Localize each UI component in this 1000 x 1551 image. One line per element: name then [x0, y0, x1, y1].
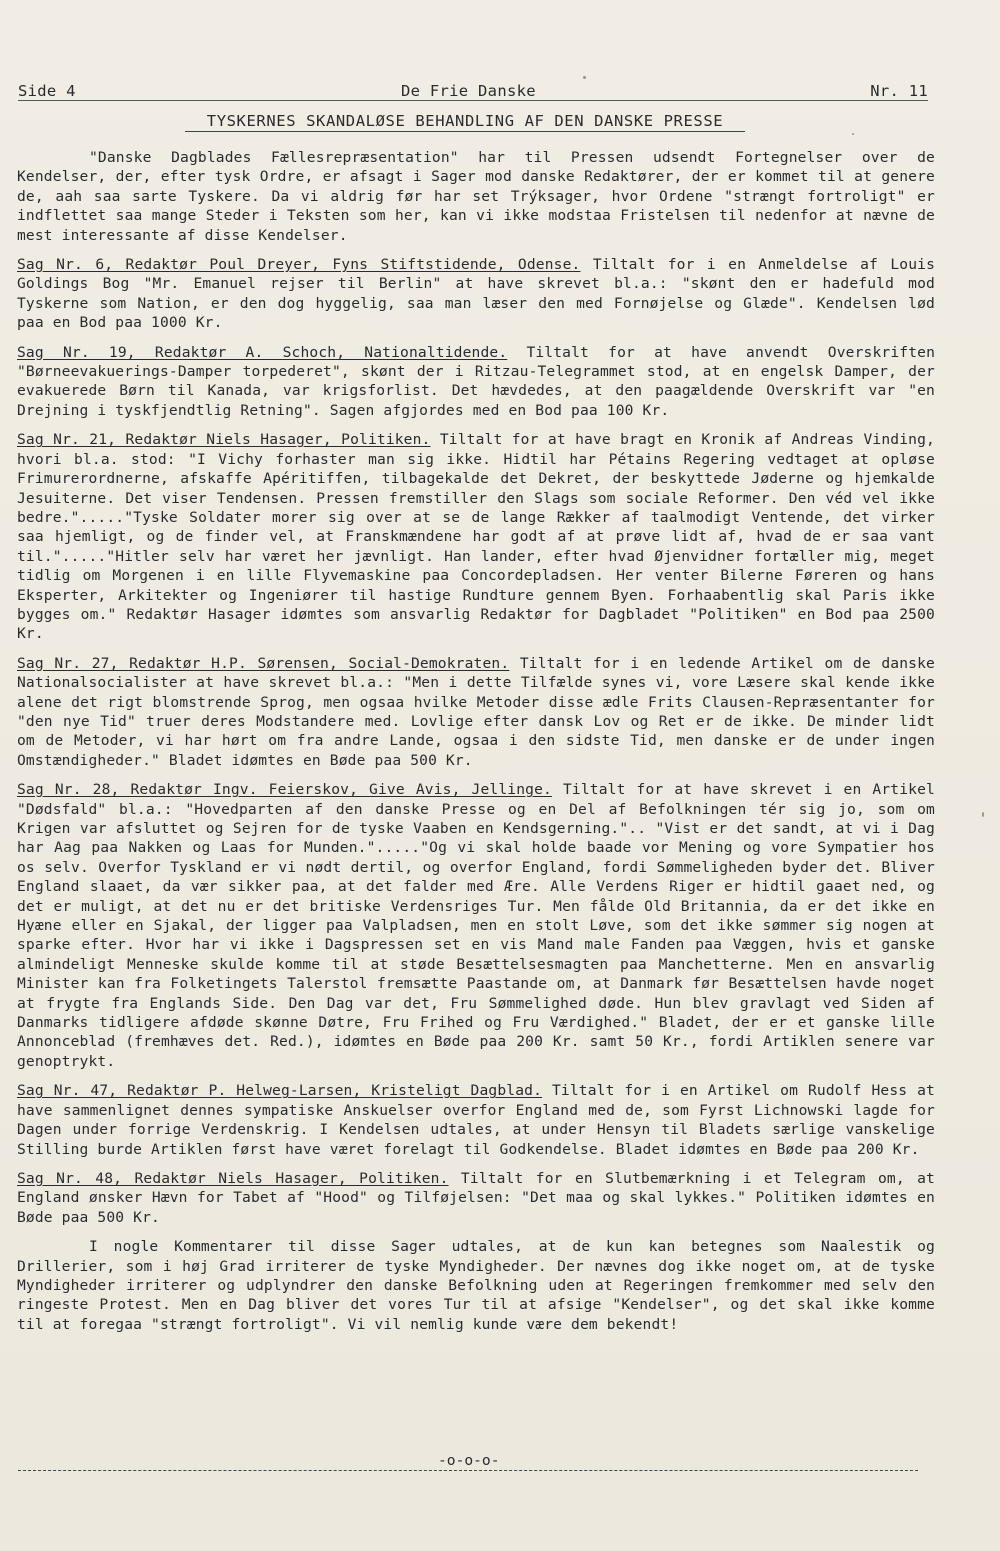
issue-number: Nr. 11 — [870, 82, 928, 100]
case-text: Tiltalt for at have skrevet i en Artikel "Dødsfald" bl.a.: "Hovedparten af den danske Presse og en Del af Befolkningen tér sig jo, som om Krigen var afsluttet og Sejren for de tyske Vaaben en Kendsgerning.".. "Vist er det sandt, at vi i Dag har Aag paa Nakken og Laas for Munden."....."Og vi skal holde baade vor Mening og vore Sympatier hos os selv. Overfor Tyskland er vi nødt dertil, og overfor England, fordi Sømmeligheden byder det. Bliver England slaaet, da vær sikker paa, at det falder med Ære. Alle Verdens Riger er hidtil gaaet ned, og det er muligt, at det nu er det britiske Verdensriges Tur. Men fålde Old Britannia, da er det ikke en Hyæne eller en Sjakal, der ligger paa Valpladsen, men en stolt Løve, som det ikke sømmer sig nogen at sparke efter. Hvor har vi ikke i Dagspressen set en vis Mand male Fanden paa Væggen, hvis et ganske almindeligt Menneske skulde komme til at støde Besættelsesmagten paa Manchetterne. Men en ansvarlig Minister kan fra Folketingets Talerstol fremsætte Paastande om, at Danmark før Besættelsen havde noget at frygte fra Englands Side. Den Dag var det, Fru Sømmelighed døde. Hun blev gravlagt ved Siden af Danmarks tidligere afdøde skønne Døtre, Fru Frihed og Fru Værdighed." Bladet, der er et ganske lille Annonceblad (fremhæves det. Red.), idømtes en Bøde paa 200 Kr. samt 50 Kr., fordi Artiklen senere var genoptrykt. — [17, 781, 935, 1070]
closing-paragraph: I nogle Kommentarer til disse Sager udtales, at de kun kan betegnes som Naalestik og Drillerier, som i høj Grad irriterer de tyske Myndigheder. Der nævnes dog ikke noget om, at de tyske Myndigheder irriterer og udplyndrer den danske Befolkning uden at Regeringen fremkommer med selv den ringeste Protest. Men en Dag bliver det vores Tur til at afsige "Kendelser", og det skal ikke komme til at foregaa "strængt fortroligt". Vi vil nemlig kunde være dem bekendt! — [17, 1238, 935, 1333]
paper-speck — [583, 76, 586, 79]
case-heading: Sag Nr. 47, Redaktør P. Helweg-Larsen, Kristeligt Dagblad. — [17, 1082, 543, 1100]
case-text: Tiltalt for at have anvendt Overskriften "Børneevakuerings-Damper torpederet", skønt der i Ritzau-Telegrammet stod, at en engelsk Damper, der evakuerede Børn til Kanada, var krigsforlist. Det hævdedes, at den paagældende Overskrift var "en Drejning i tyskfjendtlig Retning". Sagen afgjordes med en Bod paa 100 Kr. — [17, 343, 936, 419]
case-heading: Sag Nr. 19, Redaktør A. Schoch, Nationaltidende. — [17, 343, 508, 361]
case-text: Tiltalt for i en Anmeldelse af Louis Goldings Bog "Mr. Emanuel rejser til Berlin" at have skrevet bl.a.: "skønt den er hadefuld mod Tyskerne som Nation, er den dog hyggelig, saa man læser den med Fornøjelse og Glæde". Kendelsen lød paa en Bod paa 1000 Kr. — [17, 256, 936, 332]
case-heading: Sag Nr. 48, Redaktør Niels Hasager, Politiken. — [17, 1169, 449, 1187]
paper-speck — [852, 133, 854, 135]
case-heading: Sag Nr. 28, Redaktør Ingv. Feierskov, Give Avis, Jellinge. — [17, 781, 552, 799]
page-number: Side 4 — [18, 82, 76, 100]
header-rule — [18, 100, 928, 101]
article-body — [17, 148, 935, 1344]
case-paragraph — [17, 1081, 935, 1159]
case-paragraph — [17, 1169, 935, 1227]
case-text: Tiltalt for i en Artikel om Rudolf Hess at have sammenlignet dennes sympatiske Anskuelser overfor England med de, som Fyrst Lichnowski lagde for Dagen under forrige Verdenskrig. I Kendelsen udtales, at under Hensyn til Bladets særlige vanskelige Stilling burde Artiklen først have været forelagt til Godkendelse. Bladet idømtes en Bøde paa 200 Kr. — [17, 1082, 935, 1158]
case-heading: Sag Nr. 27, Redaktør H.P. Sørensen, Social-Demokraten. — [17, 654, 510, 672]
case-heading: Sag Nr. 6, Redaktør Poul Dreyer, Fyns Stiftstidende, Odense. — [17, 256, 581, 274]
case-text: Tiltalt for at have bragt en Kronik af Andreas Vinding, hvori bl.a. stod: "I Vichy forhaster man sig ikke. Hidtil har Pétains Regering vedtaget at opløse Frimurerordnerne, afskaffe Apéritiffen, tilbagekalde det Dekret, der beskyttede Jøderne og hjemkalde Jesuiterne. Det viser Tendensen. Pressen fremstiller den Slags som sociale Reformer. Den véd vel ikke bedre."....."Tyske Soldater morer sig over at se de lange Rækker af taalmodigt Ventende, det virker saa hjemligt, og de finder vel, at Franskmændene har godt af at prøve lidt af, hvad de er saa vant til."....."Hitler selv har været her jævnligt. Han lander, efter hvad Øjenvidner fortæller mig, meget tidlig om Morgenen i en lille Flyvemaskine paa Concordepladsen. Her venter Bilerne Føreren og hans Eksperter, Arkitekter og Ingeniører til hastige Rundture gennem Byen. Forhaabentlig skal Paris ikke bygges om." Redaktør Hasager idømtes som ansvarlig Redaktør for Dagbladet "Politiken" en Bod paa 2500 Kr. — [17, 431, 935, 643]
article-title: TYSKERNES SKANDALØSE BEHANDLING AF DEN DANSKE PRESSE — [185, 112, 745, 132]
case-text: Tiltalt for en Slutbemærkning i et Telegram om, at England ønsker Hævn for Tabet af "Hood" og Tilføjelsen: "Det maa og skal lykkes." Politiken idømtes en Bøde paa 500 Kr. — [17, 1169, 935, 1226]
footer-rule — [18, 1470, 918, 1471]
intro-paragraph: "Danske Dagblades Fællesrepræsentation" har til Pressen udsendt Fortegnelser over de Kendelser, der, efter tysk Ordre, er afsagt i Sager mod danske Redaktører, der er kommet til at genere de, aah saa sarte Tyskere. Da vi aldrig før har set Trýksager, hvor Ordene "strængt fortroligt" er indflettet saa mange Steder i Teksten som her, kan vi ikke modstaa Fristelsen til nedenfor at nævne de mest interessante af disse Kendelser. — [17, 149, 935, 244]
case-paragraph — [17, 255, 935, 333]
end-mark: -o-o-o- — [438, 1452, 500, 1469]
publication-name: De Frie Danske — [401, 82, 536, 100]
case-heading: Sag Nr. 21, Redaktør Niels Hasager, Politiken. — [17, 431, 431, 449]
paper-speck — [982, 812, 984, 817]
case-paragraph — [17, 654, 935, 770]
case-paragraph — [17, 780, 935, 1071]
case-paragraph — [17, 430, 935, 643]
case-paragraph — [17, 343, 935, 421]
case-text: Tiltalt for i en ledende Artikel om de danske Nationalsocialister at have skrevet bl.a.: "Men i dette Tilfælde synes vi, vore Læsere skal kende ikke alene det rigt blomstrende Sprog, men ogsaa hvilke Metoder disse ædle Frits Clausen-Repræsentanter for "den nye Tid" truer deres Modstandere med. Lovlige efter dansk Lov og Ret er de ikke. De minder lidt om de Metoder, vi har hørt om fra andre Lande, ogsaa i den sidste Tid, men danske er de under ingen Omstændigheder." Bladet idømtes en Bøde paa 500 Kr. — [17, 654, 935, 769]
